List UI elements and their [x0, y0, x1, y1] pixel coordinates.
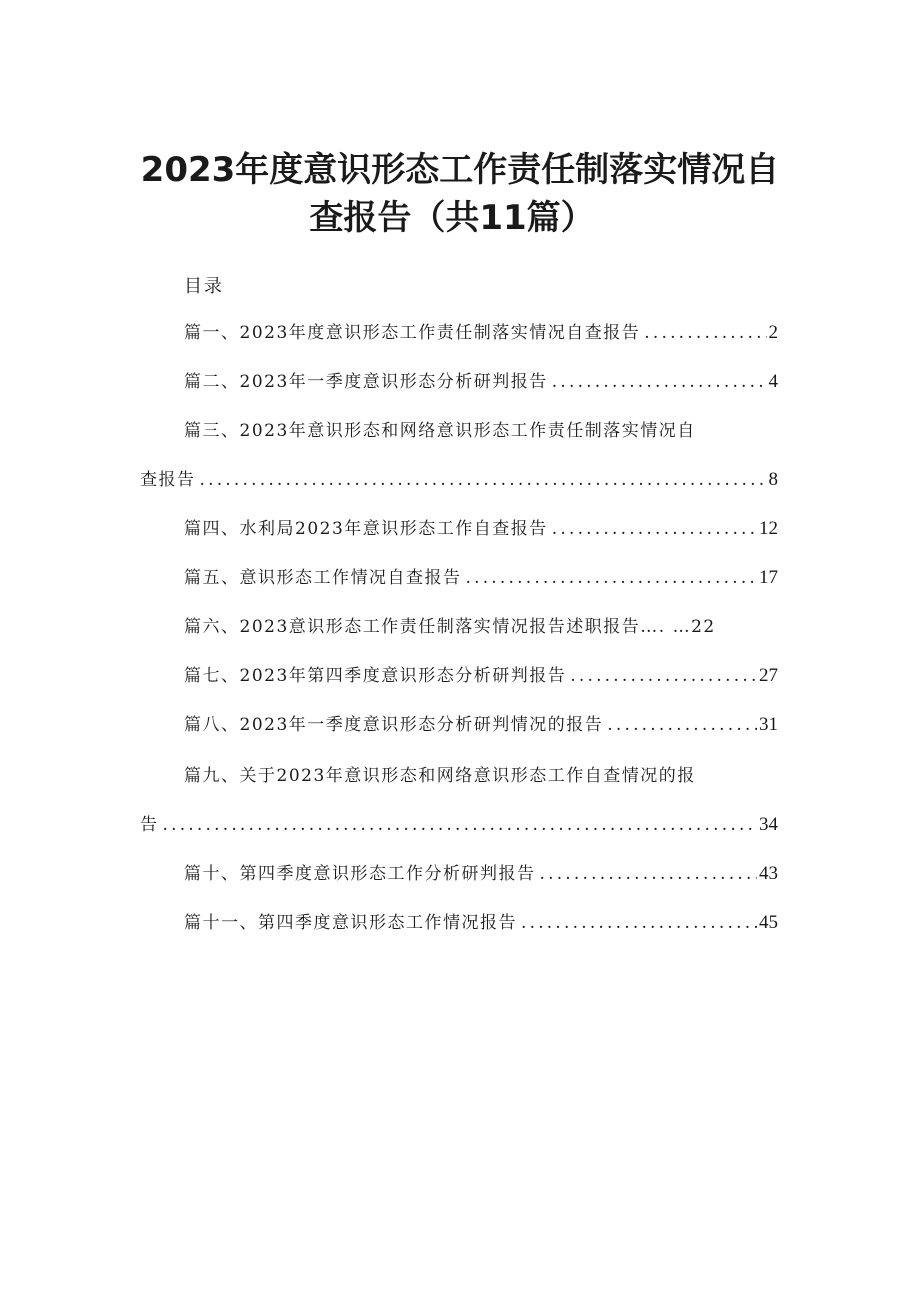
toc-entry-label: 篇八、2023年一季度意识形态分析研判情况的报告: [184, 715, 604, 735]
toc-entry-5[interactable]: [184, 565, 778, 591]
toc-entry-label: 篇一、2023年度意识形态工作责任制落实情况自查报告: [184, 323, 641, 343]
toc-entry-label: 告: [140, 815, 159, 835]
toc-page-number: 2: [768, 322, 778, 343]
toc-entry-3-line-2[interactable]: [140, 467, 778, 493]
toc-heading: 目录: [184, 276, 224, 297]
toc-leader-dots: [163, 812, 758, 838]
toc-leader-dots: [200, 467, 767, 493]
toc-entry-1[interactable]: [184, 320, 778, 346]
toc-leader-dots: [540, 861, 758, 887]
toc-entry-4[interactable]: [184, 516, 778, 542]
toc-leader-dots: [521, 910, 757, 936]
toc-page-number: 45: [759, 912, 778, 933]
toc-entry-2[interactable]: [184, 369, 778, 395]
toc-leader-dots: [466, 565, 758, 591]
toc-page-number: 17: [759, 567, 778, 588]
toc-leader-dots: [644, 320, 766, 346]
toc-page-number: 27: [759, 665, 778, 686]
toc-entry-6[interactable]: 篇六、2023意识形态工作责任制落实情况报告述职报告…. …22: [184, 617, 716, 637]
toc-entry-label: 篇十一、第四季度意识形态工作情况报告: [184, 913, 517, 933]
toc-leader-dots: [552, 516, 757, 542]
toc-entry-10[interactable]: [184, 861, 778, 887]
toc-entry-7[interactable]: [184, 663, 778, 689]
document-title-line-2: 查报告（共11篇）: [309, 198, 595, 238]
toc-page-number: 8: [768, 469, 778, 490]
toc-entry-9-line-1[interactable]: 篇九、关于2023年意识形态和网络意识形态工作自查情况的报: [184, 766, 696, 786]
toc-entry-3-line-1[interactable]: 篇三、2023年意识形态和网络意识形态工作责任制落实情况自: [184, 421, 696, 441]
toc-leader-dots: [552, 369, 767, 395]
toc-entry-9-line-2[interactable]: [140, 812, 778, 838]
toc-page-number: 34: [759, 814, 778, 835]
toc-leader-dots: [570, 663, 757, 689]
toc-page-number: 31: [759, 714, 778, 735]
toc-page-number: 4: [768, 371, 778, 392]
toc-page-number: 12: [759, 518, 778, 539]
toc-page-number: 43: [759, 863, 778, 884]
toc-leader-dots: [607, 712, 757, 738]
toc-entry-label: 篇二、2023年一季度意识形态分析研判报告: [184, 372, 548, 392]
toc-entry-label: 篇七、2023年第四季度意识形态分析研判报告: [184, 666, 567, 686]
toc-entry-8[interactable]: [184, 712, 778, 738]
toc-entry-label: 篇五、意识形态工作情况自查报告: [184, 568, 462, 588]
toc-entry-11[interactable]: [184, 910, 778, 936]
toc-entry-label: 篇十、第四季度意识形态工作分析研判报告: [184, 864, 536, 884]
document-title-line-1: 2023年度意识形态工作责任制落实情况自: [140, 150, 780, 190]
toc-entry-label: 篇四、水利局2023年意识形态工作自查报告: [184, 519, 548, 539]
toc-entry-label: 查报告: [140, 470, 196, 490]
